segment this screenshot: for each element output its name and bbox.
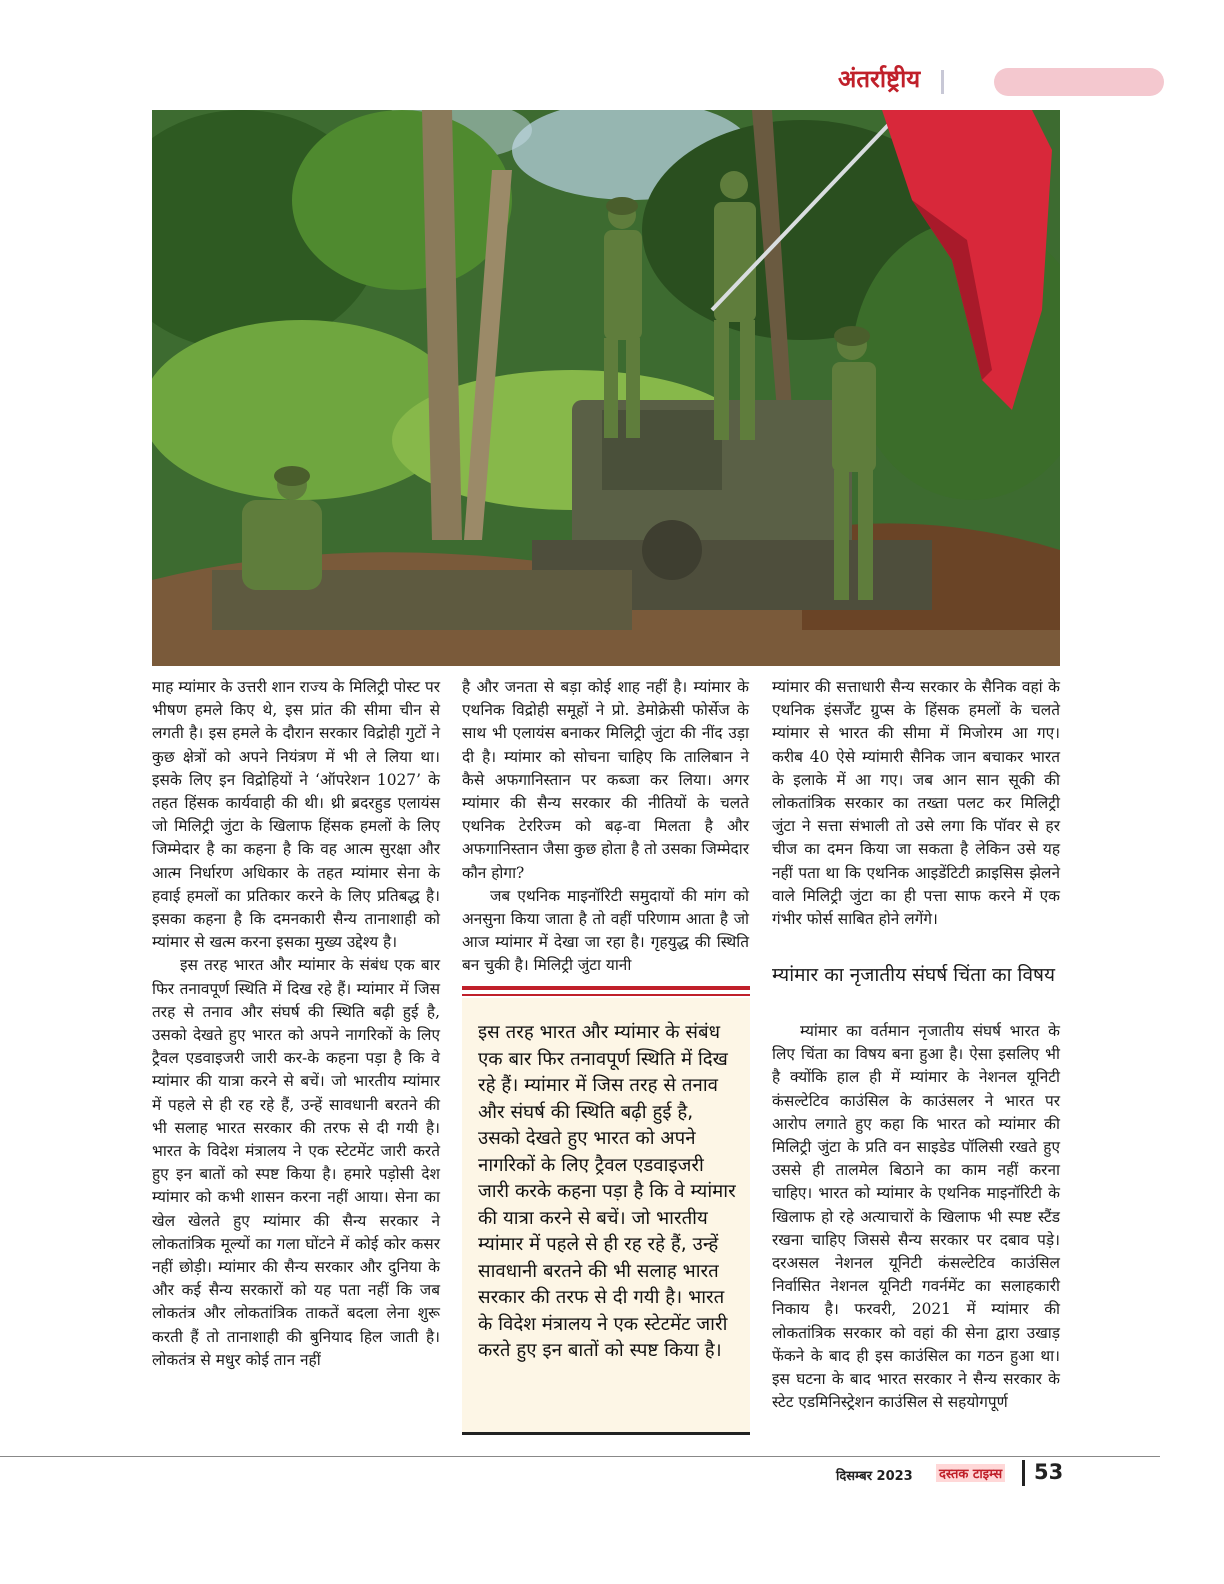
paragraph: है और जनता से बड़ा कोई शाह नहीं है। म्यांमार के एथनिक विद्रोही समूहों ने प्रो. डेमोक्रेसी फोर्सेज के साथ भी एलायंस बनाकर मिलिट्री जुंटा की नींद उड़ा दी है। म्यांमार को सोचना चाहिए कि तालिबान ने कैसे अफगानिस्तान पर कब्जा कर लिया। अगर म्यांमार की सैन्य सरकार की नीतियों के चलते एथनिक टेररिज्म को बढ़-वा मिलता है और अफगानिस्तान जैसा कुछ होता है तो उसका जिम्मेदार कौन होगा? bbox=[462, 678, 749, 882]
magazine-logo: दस्तक टाइम्स bbox=[936, 1464, 1005, 1482]
article-column-1 bbox=[152, 676, 440, 1372]
section-label: अंतर्राष्ट्रीय bbox=[838, 65, 921, 93]
section-divider bbox=[941, 70, 944, 94]
pullquote-rule-top-thin bbox=[462, 994, 750, 996]
paragraph: इस तरह भारत और म्यांमार के संबंध एक बार फिर तनावपूर्ण स्थिति में दिख रहे हैं। म्यांमार में जिस तरह से तनाव और संघर्ष की स्थिति बढ़ी हुई है, उसको देखते हुए भारत को अपने नागरिकों के लिए ट्रैवल एडवाइजरी जारी कर-के कहना पड़ा है कि वे म्यांमार की यात्रा करने से बचें। जो भारतीय म्यांमार में पहले से ही रह रहे हैं, उन्हें सावधानी बरतने की भी सलाह भारत सरकार की तरफ से दी गयी है। भारत के विदेश मंत्रालय ने एक स्टेटमेंट जारी करते हुए इन बातों को स्पष्ट किया है। हमारे पड़ोसी देश म्यांमार को कभी शासन करना नहीं आया। सेना का खेल खेलते हुए म्यांमार की सैन्य सरकार ने लोकतांत्रिक मूल्यों का गला घोंटने में कोई कोर कसर नहीं छोड़ी। म्यांमार की सैन्य सरकार और दुनिया के और कई सैन्य सरकारों को यह पता नहीं कि जब लोकतंत्र और लोकतांत्रिक ताकतें बदला लेना शुरू करती हैं तो तानाशाही की बुनियाद हिल जाती है। लोकतंत्र से मधुर कोई तान नहीं bbox=[152, 956, 440, 1369]
section-pill-decoration bbox=[994, 68, 1164, 96]
pullquote-rule-bottom bbox=[462, 1432, 750, 1435]
footer-divider bbox=[1022, 1460, 1025, 1486]
article-column-2 bbox=[462, 676, 749, 978]
page-number: 53 bbox=[1034, 1460, 1064, 1484]
article-photo bbox=[152, 110, 1060, 666]
paragraph: म्यांमार की सत्ताधारी सैन्य सरकार के सैनिक वहां के एथनिक इंसर्जेंट ग्रुप्स के हिंसक हमलों के चलते म्यांमार से भारत की सीमा में मिजोरम आ गए। करीब 40 ऐसे म्यांमारी सैनिक जान बचाकर भारत के इलाके में आ गए। जब आन सान सूकी की लोकतांत्रिक सरकार का तख्ता पलट कर मिलिट्री जुंटा ने सत्ता संभाली तो उसे लगा कि पॉवर से हर चीज का दमन किया जा सकता है लेकिन उसे यह नहीं पता था कि एथनिक आइडेंटिटी क्राइसिस झेलने वाले मिलिट्री जुंटा का ही पत्ता साफ करने में एक गंभीर फोर्स साबित होने लगेंगे। bbox=[772, 678, 1060, 929]
pullquote-rule-top bbox=[462, 986, 750, 990]
subheading: म्यांमार का नृजातीय संघर्ष चिंता का विषय bbox=[772, 964, 1056, 986]
article-column-3 bbox=[772, 676, 1060, 931]
paragraph: जब एथनिक माइनॉरिटी समुदायों की मांग को अनसुना किया जाता है तो वहीं परिणाम आता है जो आज म्यांमार में देखा जा रहा है। गृहयुद्ध की स्थिति बन चुकी है। मिलिट्री जुंटा यानी bbox=[462, 886, 749, 975]
issue-date: दिसम्बर 2023 bbox=[836, 1469, 913, 1484]
footer-rule bbox=[0, 1456, 1160, 1457]
paragraph: म्यांमार का वर्तमान नृजातीय संघर्ष भारत के लिए चिंता का विषय बना हुआ है। ऐसा इसलिए भी है क्योंकि हाल ही में म्यांमार के नेशनल यूनिटी कंसल्टेटिव काउंसिल के काउंसलर ने भारत पर आरोप लगाते हुए कहा कि भारत को म्यांमार की मिलिट्री जुंटा के प्रति वन साइडेड पॉलिसी रखते हुए उससे ही तालमेल बिठाने का काम नहीं करना चाहिए। भारत को म्यांमार के एथनिक माइनॉरिटी के खिलाफ हो रहे अत्याचारों के खिलाफ भी स्पष्ट स्टैंड रखना चाहिए जिससे सैन्य सरकार पर दबाव पड़े। दरअसल नेशनल यूनिटी कंसल्टेटिव काउंसिल निर्वासित नेशनल यूनिटी गवर्नमेंट का सलाहकारी निकाय है। फरवरी, 2021 में म्यांमार की लोकतांत्रिक सरकार को वहां की सेना द्वारा उखाड़ फेंकने के बाद ही इस काउंसिल का गठन हुआ था। इस घटना के बाद भारत सरकार ने सैन्य सरकार के स्टेट एडमिनिस्ट्रेशन काउंसिल से सहयोगपूर्ण bbox=[772, 1022, 1060, 1412]
paragraph: माह म्यांमार के उत्तरी शान राज्य के मिलिट्री पोस्ट पर भीषण हमले किए थे, इस प्रांत की सीमा चीन से लगती है। इस हमले के दौरान सरकार विद्रोही गुटों ने कुछ क्षेत्रों को अपने नियंत्रण में भी ले लिया था। इसके लिए इन विद्रोहियों ने ‘ऑपरेशन 1027’ के तहत हिंसक कार्यवाही की थी। थ्री ब्रदरहुड एलायंस जो मिलिट्री जुंटा के खिलाफ हिंसक हमलों के लिए जिम्मेदार है का कहना है कि वह आत्म सुरक्षा और आत्म निर्धारण अधिकार के तहत म्यांमार सेना के हवाई हमलों का प्रतिकार करने के लिए प्रतिबद्ध है। इसका कहना है कि दमनकारी सैन्य तानाशाही को म्यांमार से खत्म करना इसका मुख्य उद्देश्य है। bbox=[152, 678, 440, 952]
pullquote-text: इस तरह भारत और म्यांमार के संबंध एक बार फिर तनावपूर्ण स्थिति में दिख रहे हैं। म्यांमार में जिस तरह से तनाव और संघर्ष की स्थिति बढ़ी हुई है, उसको देखते हुए भारत को अपने नागरिकों के लिए ट्रैवल एडवाइजरी जारी करके कहना पड़ा है कि वे म्यांमार की यात्रा करने से बचें। जो भारतीय म्यांमार में पहले से ही रह रहे हैं, उन्हें सावधानी बरतने की भी सलाह भारत सरकार की तरफ से दी गयी है। भारत के विदेश मंत्रालय ने एक स्टेटमेंट जारी करते हुए इन बातों को स्पष्ट किया है। bbox=[478, 1022, 736, 1361]
article-column-3-continued bbox=[772, 1020, 1060, 1414]
